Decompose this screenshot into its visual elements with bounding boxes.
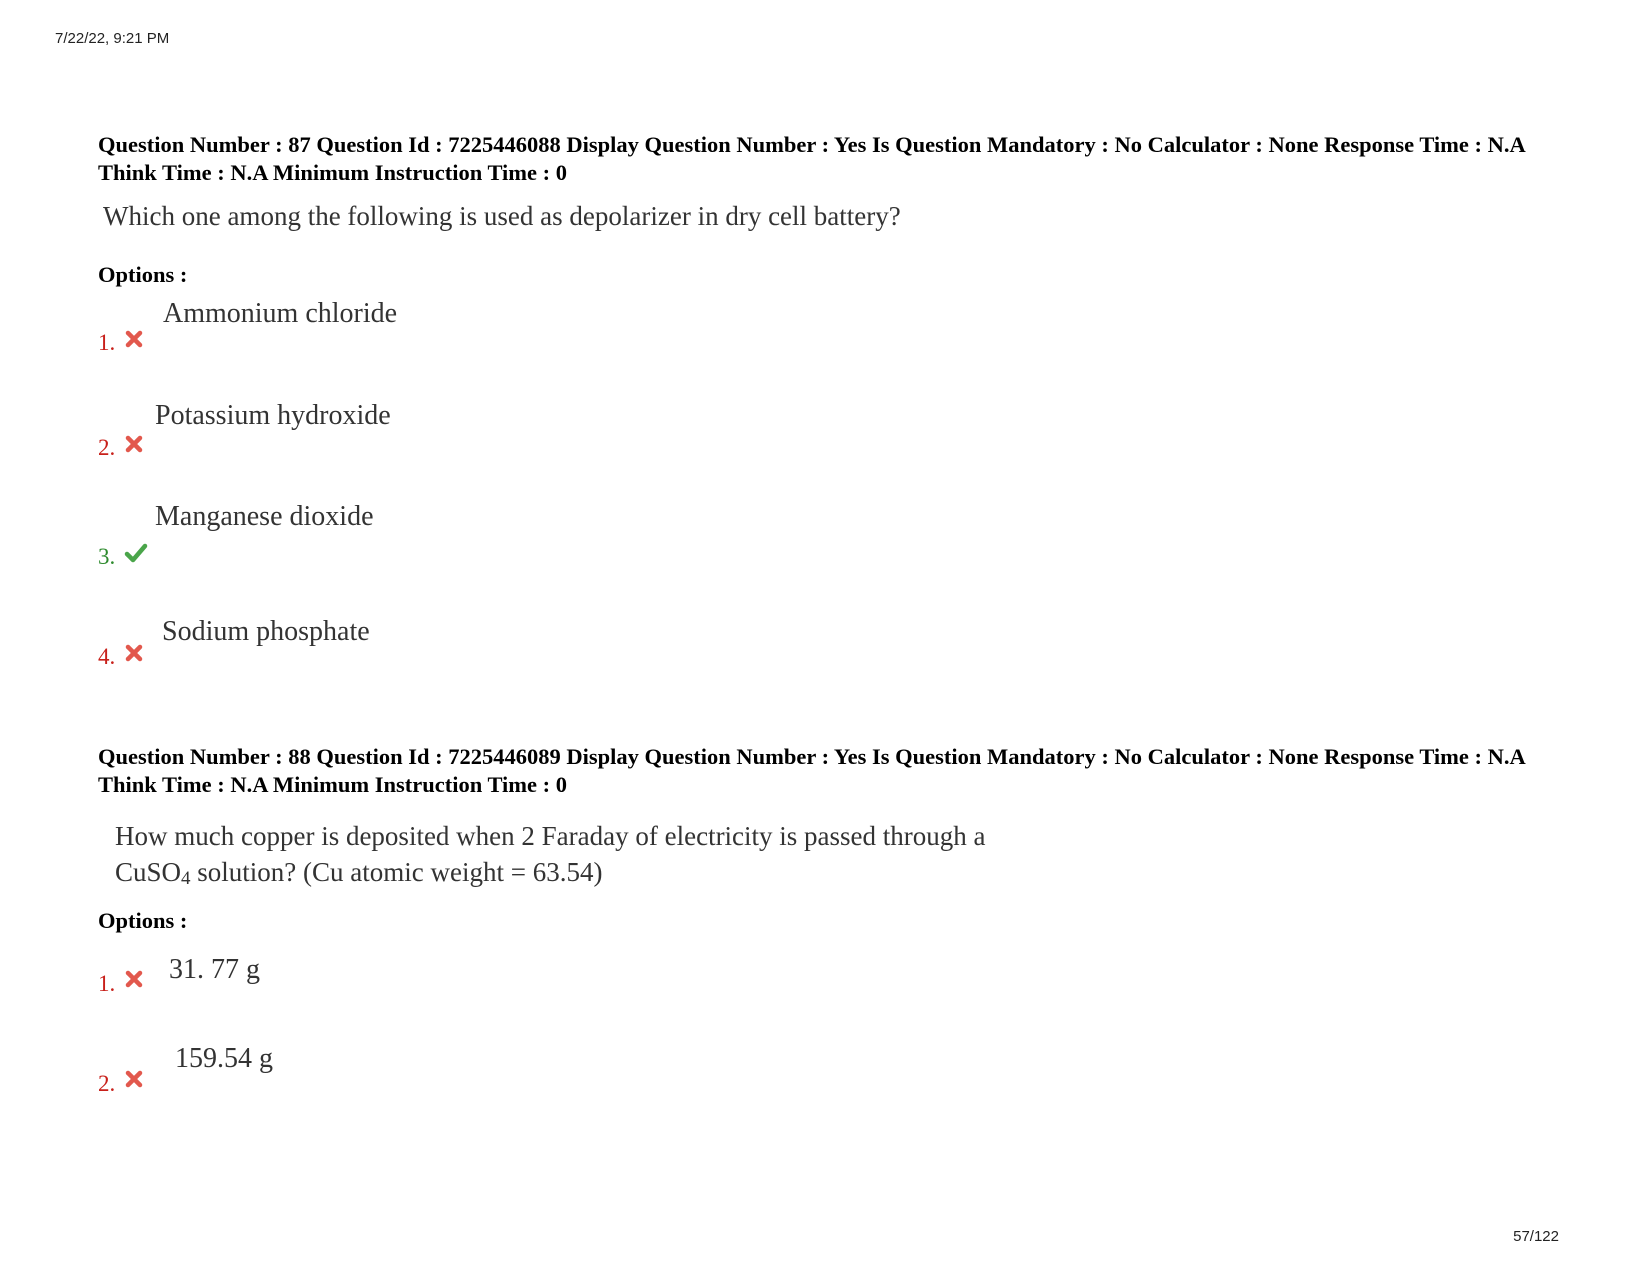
option-text: Potassium hydroxide bbox=[155, 400, 391, 431]
cross-icon bbox=[124, 643, 144, 663]
question-text-line: How much copper is deposited when 2 Faraday of electricity is passed through a bbox=[115, 821, 986, 851]
cross-icon bbox=[124, 969, 144, 989]
print-date: 7/22/22, 9:21 PM bbox=[55, 30, 170, 47]
cross-icon bbox=[124, 1069, 144, 1089]
option-number: 4. bbox=[98, 644, 116, 669]
option-text: Manganese dioxide bbox=[155, 501, 374, 532]
option-number: 2. bbox=[98, 1071, 116, 1096]
cross-icon bbox=[124, 329, 144, 349]
question-text-rest: solution? (Cu atomic weight = 63.54) bbox=[190, 857, 603, 887]
question-text: Which one among the following is used as depolarizer in dry cell battery? bbox=[103, 201, 901, 231]
options-label: Options : bbox=[98, 262, 188, 287]
question-header: Question Number : 88 Question Id : 7225446089 Display Question Number : Yes Is Question Mandatory : No Calculator : None Response Time : N.A Think Time : N.A Minimum Instruction Time : 0 bbox=[98, 744, 1525, 797]
cross-icon bbox=[124, 434, 144, 454]
formula-subscript: 4 bbox=[181, 868, 191, 889]
option-text: 31. 77 g bbox=[169, 954, 260, 985]
question-text-line bbox=[115, 854, 1222, 897]
option-number: 3. bbox=[98, 544, 116, 569]
check-icon bbox=[124, 542, 148, 564]
formula: CuSO bbox=[115, 857, 182, 887]
option-text: Sodium phosphate bbox=[162, 616, 370, 647]
question-header: Question Number : 87 Question Id : 7225446088 Display Question Number : Yes Is Question Mandatory : No Calculator : None Response Time : N.A Think Time : N.A Minimum Instruction Time : 0 bbox=[98, 132, 1525, 185]
option-text: 159.54 g bbox=[175, 1043, 273, 1074]
option-number: 1. bbox=[98, 330, 116, 355]
option-number: 2. bbox=[98, 435, 116, 460]
option-number: 1. bbox=[98, 971, 116, 996]
question-text bbox=[115, 818, 1222, 897]
options-label: Options : bbox=[98, 908, 188, 933]
option-text: Ammonium chloride bbox=[163, 298, 398, 329]
page-number: 57/122 bbox=[1513, 1228, 1559, 1245]
